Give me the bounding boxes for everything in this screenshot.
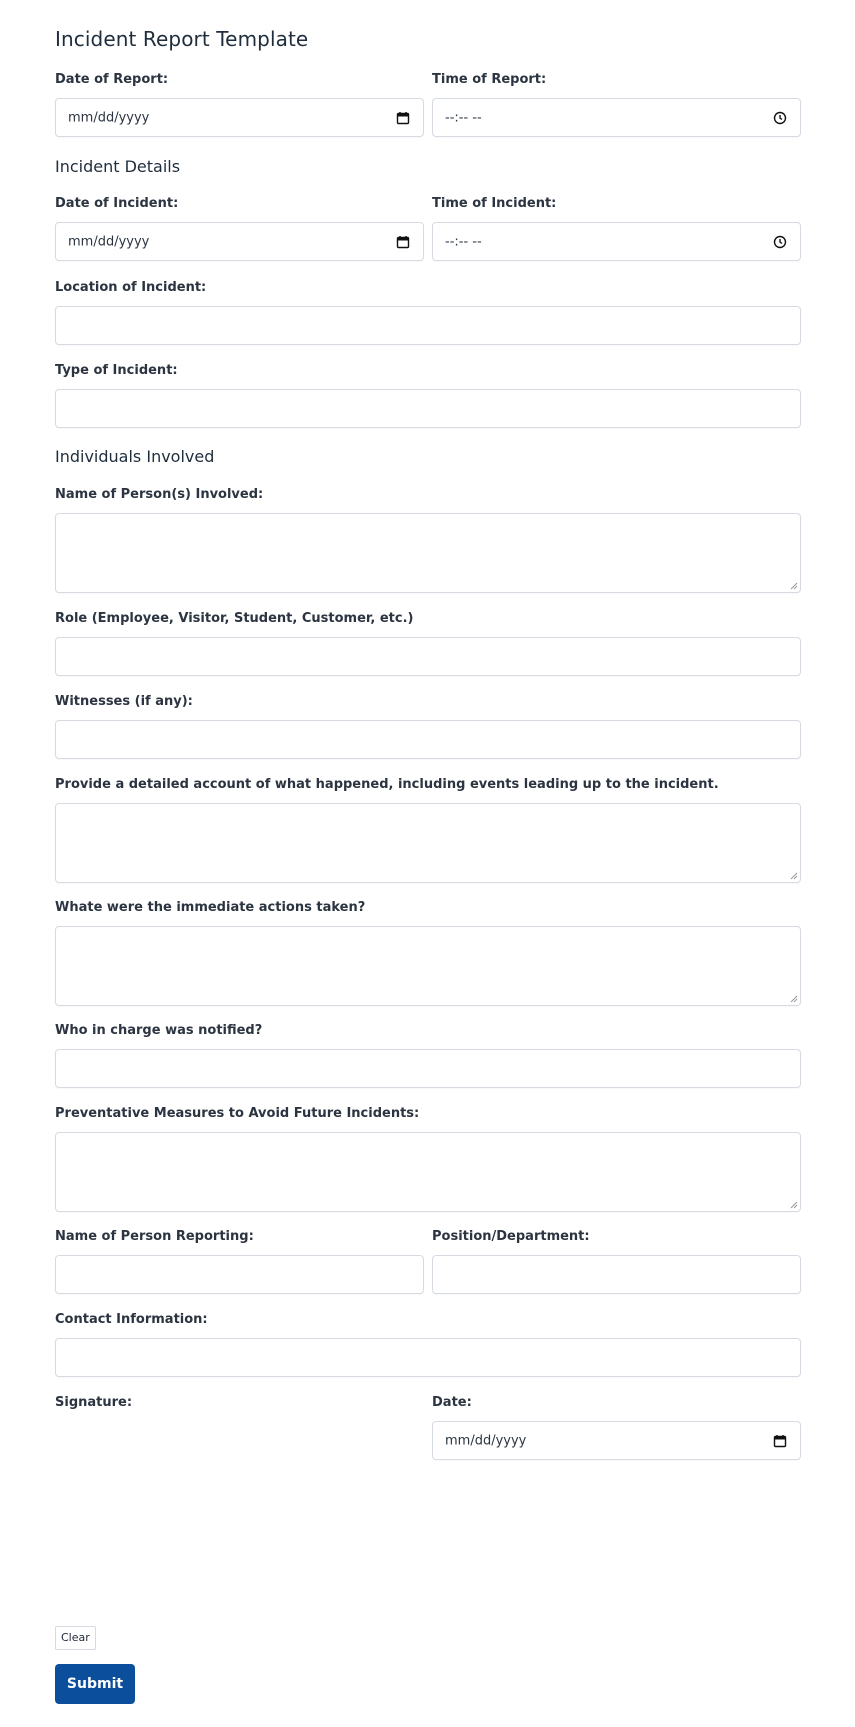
time-of-incident-input[interactable] (432, 222, 801, 261)
resize-handle-icon[interactable] (790, 995, 798, 1003)
notified-label: Who in charge was notified? (55, 1023, 263, 1038)
calendar-icon[interactable] (396, 235, 410, 249)
reporter-name-input[interactable] (55, 1255, 424, 1294)
position-input[interactable] (432, 1255, 801, 1294)
actions-label: Whate were the immediate actions taken? (55, 900, 366, 915)
preventative-textarea[interactable] (55, 1132, 801, 1212)
date-of-report-input[interactable] (55, 98, 424, 137)
position-label: Position/Department: (432, 1229, 590, 1244)
date-placeholder: mm/dd/yyyy (68, 110, 150, 125)
role-input[interactable] (55, 637, 801, 676)
notified-input[interactable] (55, 1049, 801, 1088)
date-placeholder: mm/dd/yyyy (445, 1433, 527, 1448)
clock-icon[interactable] (773, 235, 787, 249)
page-title: Incident Report Template (55, 27, 309, 51)
date-of-incident-label: Date of Incident: (55, 196, 179, 211)
type-label: Type of Incident: (55, 363, 178, 378)
calendar-icon[interactable] (396, 111, 410, 125)
names-involved-textarea[interactable] (55, 513, 801, 593)
time-of-report-input[interactable] (432, 98, 801, 137)
reporter-name-label: Name of Person Reporting: (55, 1229, 254, 1244)
role-label: Role (Employee, Visitor, Student, Customer, etc.) (55, 611, 414, 626)
names-involved-label: Name of Person(s) Involved: (55, 487, 264, 502)
location-input[interactable] (55, 306, 801, 345)
date-of-incident-input[interactable] (55, 222, 424, 261)
time-of-incident-label: Time of Incident: (432, 196, 557, 211)
clear-signature-button[interactable]: Clear (55, 1626, 96, 1650)
date-label: Date: (432, 1395, 472, 1410)
signature-date-input[interactable] (432, 1421, 801, 1460)
resize-handle-icon[interactable] (790, 582, 798, 590)
time-placeholder: --:-- -- (445, 110, 482, 125)
incident-details-heading: Incident Details (55, 157, 181, 176)
type-input[interactable] (55, 389, 801, 428)
account-label: Provide a detailed account of what happened, including events leading up to the incident. (55, 777, 719, 792)
signature-pad[interactable] (55, 1418, 424, 1608)
preventative-label: Preventative Measures to Avoid Future Incidents: (55, 1106, 420, 1121)
actions-textarea[interactable] (55, 926, 801, 1006)
time-placeholder: --:-- -- (445, 234, 482, 249)
signature-label: Signature: (55, 1395, 133, 1410)
clock-icon[interactable] (773, 111, 787, 125)
contact-input[interactable] (55, 1338, 801, 1377)
witnesses-label: Witnesses (if any): (55, 694, 193, 709)
resize-handle-icon[interactable] (790, 872, 798, 880)
submit-button[interactable]: Submit (55, 1664, 135, 1704)
date-of-report-label: Date of Report: (55, 72, 169, 87)
location-label: Location of Incident: (55, 280, 207, 295)
resize-handle-icon[interactable] (790, 1201, 798, 1209)
date-placeholder: mm/dd/yyyy (68, 234, 150, 249)
time-of-report-label: Time of Report: (432, 72, 547, 87)
contact-label: Contact Information: (55, 1312, 208, 1327)
individuals-heading: Individuals Involved (55, 447, 215, 466)
account-textarea[interactable] (55, 803, 801, 883)
calendar-icon[interactable] (773, 1434, 787, 1448)
witnesses-input[interactable] (55, 720, 801, 759)
